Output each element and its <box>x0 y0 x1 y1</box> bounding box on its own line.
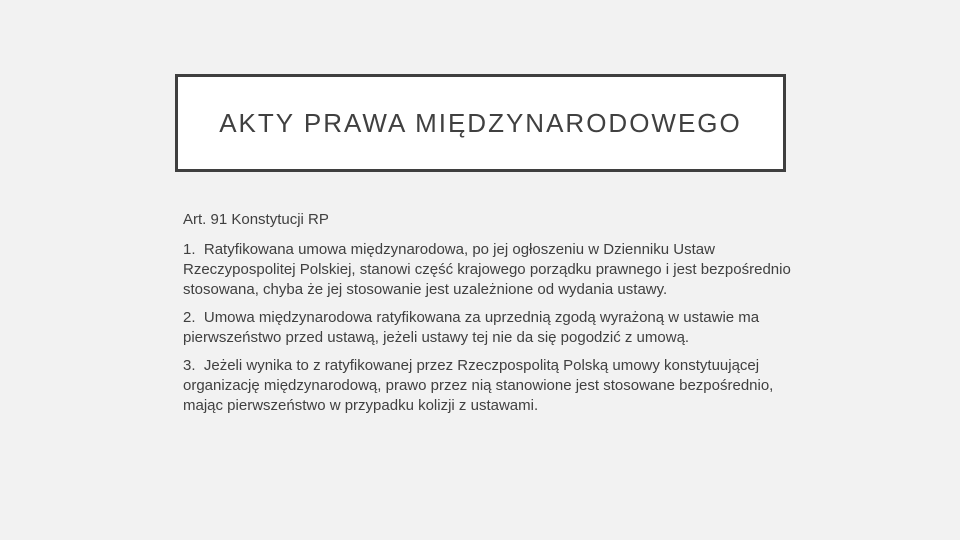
paragraph-text: Ratyfikowana umowa międzynarodowa, po jej ogłoszeniu w Dzienniku Ustaw Rzeczypospolitej Polskiej, stanowi część krajowego porządku prawnego i jest bezpośrednio stosowana, chyba że jej stosowanie jest uzależnione od wydania ustawy. <box>183 241 791 298</box>
slide-content <box>183 210 793 424</box>
paragraph-number: 2. <box>183 309 196 326</box>
title-box <box>175 74 786 172</box>
article-heading: Art. 91 Konstytucji RP <box>183 211 329 228</box>
paragraph-text: Umowa międzynarodowa ratyfikowana za uprzednią zgodą wyrażoną w ustawie ma pierwszeństwo przed ustawą, jeżeli ustawy tej nie da się pogodzić z umową. <box>183 309 760 346</box>
slide-title: AKTY PRAWA MIĘDZYNARODOWEGO <box>219 107 742 138</box>
paragraph-1 <box>183 240 793 300</box>
paragraph-number: 3. <box>183 357 196 374</box>
paragraph-text: Jeżeli wynika to z ratyfikowanej przez Rzeczpospolitą Polską umowy konstytuującej organizację międzynarodową, prawo przez nią stanowione jest stosowane bezpośrednio, mając pierwszeństwo w przypadku kolizji z ustawami. <box>183 357 774 414</box>
paragraph-2 <box>183 308 793 348</box>
paragraph-number: 1. <box>183 241 196 258</box>
paragraph-3 <box>183 356 793 416</box>
